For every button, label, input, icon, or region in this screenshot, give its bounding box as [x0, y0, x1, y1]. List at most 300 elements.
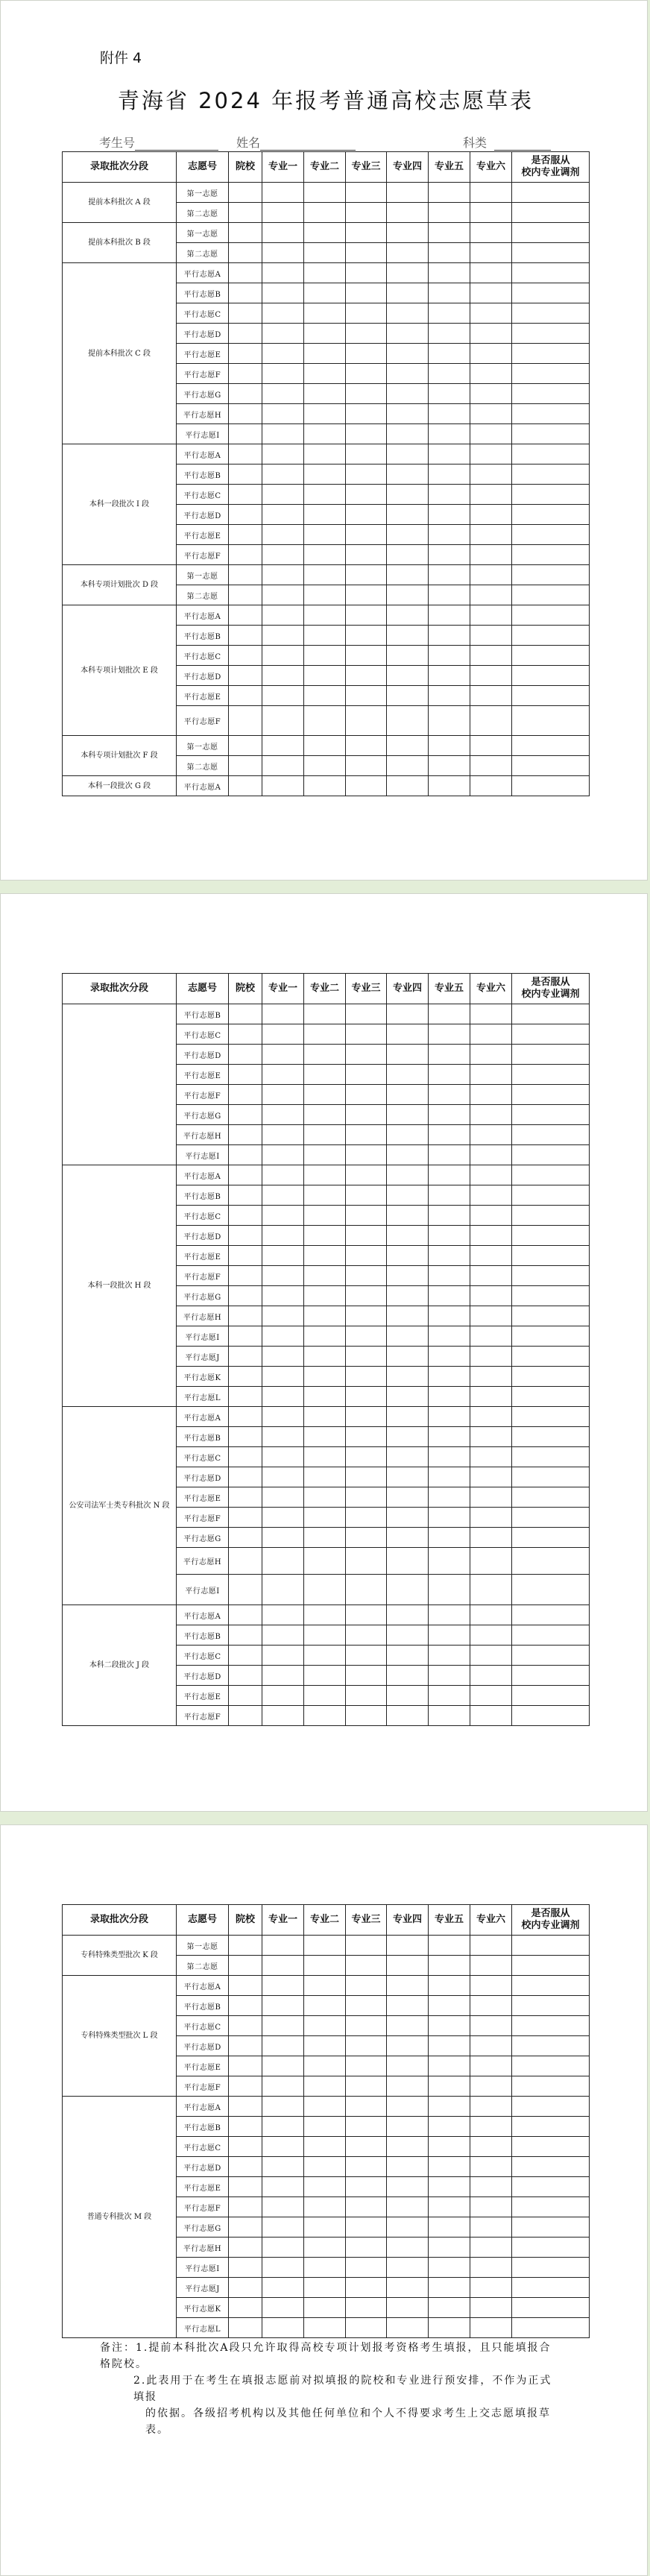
major-cell[interactable]	[429, 2036, 470, 2056]
major-cell[interactable]	[346, 1528, 387, 1548]
major-cell[interactable]	[262, 2238, 304, 2258]
major-cell[interactable]	[346, 1145, 387, 1165]
major-cell[interactable]	[262, 1185, 304, 1206]
major-cell[interactable]	[346, 2318, 387, 2338]
major-cell[interactable]	[304, 2197, 346, 2217]
adjustment-cell[interactable]	[512, 2036, 590, 2056]
major-cell[interactable]	[346, 465, 387, 485]
adjustment-cell[interactable]	[512, 1206, 590, 1226]
exam-number-field[interactable]	[99, 133, 218, 151]
major-cell[interactable]	[262, 1548, 304, 1575]
adjustment-cell[interactable]	[512, 1605, 590, 1625]
major-cell[interactable]	[346, 1976, 387, 1996]
adjustment-cell[interactable]	[512, 1666, 590, 1686]
major-cell[interactable]	[262, 776, 304, 796]
major-cell[interactable]	[387, 384, 429, 404]
school-cell[interactable]	[229, 2238, 262, 2258]
major-cell[interactable]	[346, 344, 387, 364]
major-cell[interactable]	[387, 736, 429, 756]
major-cell[interactable]	[346, 1004, 387, 1024]
major-cell[interactable]	[304, 1575, 346, 1605]
major-cell[interactable]	[262, 1956, 304, 1976]
major-cell[interactable]	[429, 1646, 470, 1666]
major-cell[interactable]	[262, 605, 304, 626]
school-cell[interactable]	[229, 1605, 262, 1625]
major-cell[interactable]	[262, 203, 304, 223]
major-cell[interactable]	[346, 1706, 387, 1726]
adjustment-cell[interactable]	[512, 1347, 590, 1367]
adjustment-cell[interactable]	[512, 424, 590, 444]
major-cell[interactable]	[346, 324, 387, 344]
major-cell[interactable]	[429, 756, 470, 776]
major-cell[interactable]	[304, 2238, 346, 2258]
major-cell[interactable]	[262, 1266, 304, 1286]
major-cell[interactable]	[304, 1508, 346, 1528]
major-cell[interactable]	[304, 1548, 346, 1575]
major-cell[interactable]	[470, 525, 512, 545]
major-cell[interactable]	[262, 1326, 304, 1347]
major-cell[interactable]	[262, 2278, 304, 2298]
major-cell[interactable]	[429, 1487, 470, 1508]
major-cell[interactable]	[429, 1004, 470, 1024]
major-cell[interactable]	[387, 565, 429, 585]
major-cell[interactable]	[346, 666, 387, 686]
major-cell[interactable]	[387, 776, 429, 796]
major-cell[interactable]	[387, 1387, 429, 1407]
major-cell[interactable]	[387, 223, 429, 243]
adjustment-cell[interactable]	[512, 1976, 590, 1996]
major-cell[interactable]	[346, 2056, 387, 2076]
major-cell[interactable]	[429, 1065, 470, 1085]
major-cell[interactable]	[304, 424, 346, 444]
major-cell[interactable]	[262, 1347, 304, 1367]
major-cell[interactable]	[429, 1976, 470, 1996]
major-cell[interactable]	[262, 585, 304, 605]
major-cell[interactable]	[304, 756, 346, 776]
major-cell[interactable]	[470, 1996, 512, 2016]
major-cell[interactable]	[262, 706, 304, 736]
adjustment-cell[interactable]	[512, 243, 590, 263]
major-cell[interactable]	[304, 2258, 346, 2278]
major-cell[interactable]	[346, 1427, 387, 1447]
adjustment-cell[interactable]	[512, 1286, 590, 1306]
major-cell[interactable]	[304, 1326, 346, 1347]
major-cell[interactable]	[387, 1105, 429, 1125]
major-cell[interactable]	[346, 776, 387, 796]
major-cell[interactable]	[429, 2117, 470, 2137]
major-cell[interactable]	[429, 1625, 470, 1646]
school-cell[interactable]	[229, 505, 262, 525]
major-cell[interactable]	[304, 263, 346, 283]
major-cell[interactable]	[429, 1605, 470, 1625]
major-cell[interactable]	[470, 1427, 512, 1447]
major-cell[interactable]	[346, 2076, 387, 2097]
major-cell[interactable]	[262, 1447, 304, 1467]
major-cell[interactable]	[387, 444, 429, 465]
major-cell[interactable]	[346, 1407, 387, 1427]
major-cell[interactable]	[470, 1226, 512, 1246]
major-cell[interactable]	[470, 1487, 512, 1508]
major-cell[interactable]	[429, 2197, 470, 2217]
major-cell[interactable]	[346, 545, 387, 565]
adjustment-cell[interactable]	[512, 1145, 590, 1165]
major-cell[interactable]	[262, 565, 304, 585]
major-cell[interactable]	[470, 2157, 512, 2177]
major-cell[interactable]	[346, 686, 387, 706]
major-cell[interactable]	[304, 1646, 346, 1666]
major-cell[interactable]	[470, 1266, 512, 1286]
major-cell[interactable]	[304, 1246, 346, 1266]
major-cell[interactable]	[304, 183, 346, 203]
school-cell[interactable]	[229, 485, 262, 505]
major-cell[interactable]	[387, 1085, 429, 1105]
adjustment-cell[interactable]	[512, 1065, 590, 1085]
school-cell[interactable]	[229, 1125, 262, 1145]
major-cell[interactable]	[387, 1206, 429, 1226]
major-cell[interactable]	[387, 505, 429, 525]
major-cell[interactable]	[262, 1646, 304, 1666]
major-cell[interactable]	[304, 1105, 346, 1125]
major-cell[interactable]	[429, 1266, 470, 1286]
major-cell[interactable]	[346, 1666, 387, 1686]
major-cell[interactable]	[304, 1956, 346, 1976]
major-cell[interactable]	[429, 1528, 470, 1548]
adjustment-cell[interactable]	[512, 1246, 590, 1266]
school-cell[interactable]	[229, 585, 262, 605]
major-cell[interactable]	[346, 1347, 387, 1367]
major-cell[interactable]	[346, 2197, 387, 2217]
major-cell[interactable]	[262, 1467, 304, 1487]
major-cell[interactable]	[304, 1976, 346, 1996]
school-cell[interactable]	[229, 626, 262, 646]
major-cell[interactable]	[346, 706, 387, 736]
major-cell[interactable]	[262, 1625, 304, 1646]
major-cell[interactable]	[346, 1125, 387, 1145]
major-cell[interactable]	[346, 565, 387, 585]
adjustment-cell[interactable]	[512, 1387, 590, 1407]
major-cell[interactable]	[387, 404, 429, 424]
major-cell[interactable]	[470, 465, 512, 485]
major-cell[interactable]	[304, 2097, 346, 2117]
school-cell[interactable]	[229, 1528, 262, 1548]
major-cell[interactable]	[387, 1996, 429, 2016]
major-cell[interactable]	[262, 2137, 304, 2157]
major-cell[interactable]	[304, 1125, 346, 1145]
major-cell[interactable]	[470, 2076, 512, 2097]
adjustment-cell[interactable]	[512, 585, 590, 605]
major-cell[interactable]	[470, 183, 512, 203]
major-cell[interactable]	[304, 1004, 346, 1024]
major-cell[interactable]	[262, 324, 304, 344]
adjustment-cell[interactable]	[512, 525, 590, 545]
major-cell[interactable]	[429, 1467, 470, 1487]
school-cell[interactable]	[229, 525, 262, 545]
major-cell[interactable]	[304, 1165, 346, 1185]
adjustment-cell[interactable]	[512, 1085, 590, 1105]
major-cell[interactable]	[304, 505, 346, 525]
major-cell[interactable]	[304, 243, 346, 263]
major-cell[interactable]	[470, 1956, 512, 1976]
major-cell[interactable]	[429, 2217, 470, 2238]
major-cell[interactable]	[387, 183, 429, 203]
major-cell[interactable]	[346, 2137, 387, 2157]
school-cell[interactable]	[229, 324, 262, 344]
major-cell[interactable]	[470, 1185, 512, 1206]
school-cell[interactable]	[229, 2157, 262, 2177]
major-cell[interactable]	[429, 1165, 470, 1185]
major-cell[interactable]	[304, 686, 346, 706]
major-cell[interactable]	[304, 1185, 346, 1206]
school-cell[interactable]	[229, 736, 262, 756]
major-cell[interactable]	[470, 1976, 512, 1996]
major-cell[interactable]	[429, 263, 470, 283]
major-cell[interactable]	[262, 283, 304, 303]
school-cell[interactable]	[229, 1266, 262, 1286]
school-cell[interactable]	[229, 1286, 262, 1306]
adjustment-cell[interactable]	[512, 1625, 590, 1646]
major-cell[interactable]	[304, 1024, 346, 1045]
major-cell[interactable]	[470, 2217, 512, 2238]
school-cell[interactable]	[229, 2117, 262, 2137]
major-cell[interactable]	[304, 2137, 346, 2157]
school-cell[interactable]	[229, 2036, 262, 2056]
adjustment-cell[interactable]	[512, 344, 590, 364]
major-cell[interactable]	[262, 505, 304, 525]
major-cell[interactable]	[346, 303, 387, 324]
major-cell[interactable]	[387, 1528, 429, 1548]
major-cell[interactable]	[387, 1145, 429, 1165]
adjustment-cell[interactable]	[512, 1467, 590, 1487]
school-cell[interactable]	[229, 1487, 262, 1508]
major-cell[interactable]	[346, 756, 387, 776]
major-cell[interactable]	[429, 585, 470, 605]
major-cell[interactable]	[304, 1045, 346, 1065]
adjustment-cell[interactable]	[512, 1004, 590, 1024]
school-cell[interactable]	[229, 1045, 262, 1065]
major-cell[interactable]	[387, 1367, 429, 1387]
major-cell[interactable]	[470, 605, 512, 626]
major-cell[interactable]	[262, 1996, 304, 2016]
major-cell[interactable]	[346, 736, 387, 756]
major-cell[interactable]	[470, 1045, 512, 1065]
major-cell[interactable]	[346, 1447, 387, 1467]
major-cell[interactable]	[429, 2258, 470, 2278]
major-cell[interactable]	[346, 646, 387, 666]
major-cell[interactable]	[387, 303, 429, 324]
major-cell[interactable]	[346, 1045, 387, 1065]
major-cell[interactable]	[262, 384, 304, 404]
adjustment-cell[interactable]	[512, 485, 590, 505]
major-cell[interactable]	[262, 1024, 304, 1045]
major-cell[interactable]	[346, 1105, 387, 1125]
major-cell[interactable]	[429, 1105, 470, 1125]
major-cell[interactable]	[470, 1706, 512, 1726]
major-cell[interactable]	[262, 2016, 304, 2036]
major-cell[interactable]	[304, 1286, 346, 1306]
major-cell[interactable]	[470, 2016, 512, 2036]
major-cell[interactable]	[262, 1407, 304, 1427]
major-cell[interactable]	[470, 1085, 512, 1105]
major-cell[interactable]	[387, 605, 429, 626]
major-cell[interactable]	[470, 1936, 512, 1956]
major-cell[interactable]	[387, 666, 429, 686]
major-cell[interactable]	[387, 1447, 429, 1467]
major-cell[interactable]	[429, 1936, 470, 1956]
major-cell[interactable]	[387, 2177, 429, 2197]
school-cell[interactable]	[229, 1347, 262, 1367]
major-cell[interactable]	[429, 1956, 470, 1976]
school-cell[interactable]	[229, 706, 262, 736]
school-cell[interactable]	[229, 1105, 262, 1125]
adjustment-cell[interactable]	[512, 1548, 590, 1575]
major-cell[interactable]	[346, 1548, 387, 1575]
school-cell[interactable]	[229, 605, 262, 626]
adjustment-cell[interactable]	[512, 324, 590, 344]
major-cell[interactable]	[346, 1266, 387, 1286]
major-cell[interactable]	[429, 424, 470, 444]
major-cell[interactable]	[470, 1467, 512, 1487]
adjustment-cell[interactable]	[512, 1447, 590, 1467]
major-cell[interactable]	[262, 364, 304, 384]
major-cell[interactable]	[304, 364, 346, 384]
major-cell[interactable]	[304, 1487, 346, 1508]
major-cell[interactable]	[304, 1367, 346, 1387]
major-cell[interactable]	[470, 424, 512, 444]
school-cell[interactable]	[229, 223, 262, 243]
major-cell[interactable]	[429, 2097, 470, 2117]
major-cell[interactable]	[387, 465, 429, 485]
major-cell[interactable]	[470, 1145, 512, 1165]
major-cell[interactable]	[262, 1085, 304, 1105]
major-cell[interactable]	[262, 666, 304, 686]
school-cell[interactable]	[229, 2217, 262, 2238]
major-cell[interactable]	[304, 1427, 346, 1447]
major-cell[interactable]	[262, 2197, 304, 2217]
adjustment-cell[interactable]	[512, 1686, 590, 1706]
major-cell[interactable]	[470, 585, 512, 605]
school-cell[interactable]	[229, 686, 262, 706]
major-cell[interactable]	[429, 1387, 470, 1407]
major-cell[interactable]	[346, 1024, 387, 1045]
school-cell[interactable]	[229, 2016, 262, 2036]
major-cell[interactable]	[262, 1306, 304, 1326]
major-cell[interactable]	[346, 2278, 387, 2298]
major-cell[interactable]	[470, 545, 512, 565]
major-cell[interactable]	[429, 2076, 470, 2097]
major-cell[interactable]	[429, 1548, 470, 1575]
major-cell[interactable]	[304, 2036, 346, 2056]
major-cell[interactable]	[387, 1185, 429, 1206]
major-cell[interactable]	[470, 384, 512, 404]
major-cell[interactable]	[346, 263, 387, 283]
major-cell[interactable]	[429, 344, 470, 364]
major-cell[interactable]	[346, 243, 387, 263]
major-cell[interactable]	[304, 736, 346, 756]
major-cell[interactable]	[304, 1528, 346, 1548]
major-cell[interactable]	[470, 1686, 512, 1706]
major-cell[interactable]	[346, 2157, 387, 2177]
school-cell[interactable]	[229, 1936, 262, 1956]
major-cell[interactable]	[304, 344, 346, 364]
major-cell[interactable]	[262, 2076, 304, 2097]
school-cell[interactable]	[229, 1226, 262, 1246]
adjustment-cell[interactable]	[512, 1266, 590, 1286]
major-cell[interactable]	[387, 324, 429, 344]
major-cell[interactable]	[262, 626, 304, 646]
major-cell[interactable]	[429, 2318, 470, 2338]
major-cell[interactable]	[470, 2097, 512, 2117]
school-cell[interactable]	[229, 1185, 262, 1206]
school-cell[interactable]	[229, 1646, 262, 1666]
major-cell[interactable]	[470, 1024, 512, 1045]
major-cell[interactable]	[470, 1065, 512, 1085]
major-cell[interactable]	[470, 1105, 512, 1125]
major-cell[interactable]	[470, 666, 512, 686]
adjustment-cell[interactable]	[512, 364, 590, 384]
major-cell[interactable]	[429, 1996, 470, 2016]
major-cell[interactable]	[387, 1575, 429, 1605]
major-cell[interactable]	[387, 1427, 429, 1447]
major-cell[interactable]	[346, 1387, 387, 1407]
adjustment-cell[interactable]	[512, 183, 590, 203]
major-cell[interactable]	[470, 1206, 512, 1226]
school-cell[interactable]	[229, 1206, 262, 1226]
major-cell[interactable]	[470, 1125, 512, 1145]
major-cell[interactable]	[304, 1145, 346, 1165]
adjustment-cell[interactable]	[512, 1326, 590, 1347]
major-cell[interactable]	[429, 1286, 470, 1306]
major-cell[interactable]	[304, 2278, 346, 2298]
major-cell[interactable]	[304, 666, 346, 686]
adjustment-cell[interactable]	[512, 545, 590, 565]
school-cell[interactable]	[229, 1548, 262, 1575]
major-cell[interactable]	[470, 1528, 512, 1548]
major-cell[interactable]	[304, 1996, 346, 2016]
major-cell[interactable]	[262, 1165, 304, 1185]
major-cell[interactable]	[470, 2278, 512, 2298]
adjustment-cell[interactable]	[512, 756, 590, 776]
major-cell[interactable]	[346, 2036, 387, 2056]
adjustment-cell[interactable]	[512, 1646, 590, 1666]
adjustment-cell[interactable]	[512, 2217, 590, 2238]
major-cell[interactable]	[387, 2238, 429, 2258]
school-cell[interactable]	[229, 1508, 262, 1528]
school-cell[interactable]	[229, 1706, 262, 1726]
major-cell[interactable]	[304, 1686, 346, 1706]
major-cell[interactable]	[470, 2318, 512, 2338]
major-cell[interactable]	[387, 1625, 429, 1646]
major-cell[interactable]	[304, 2117, 346, 2137]
major-cell[interactable]	[262, 1367, 304, 1387]
major-cell[interactable]	[470, 2197, 512, 2217]
school-cell[interactable]	[229, 1165, 262, 1185]
major-cell[interactable]	[304, 1065, 346, 1085]
major-cell[interactable]	[470, 2117, 512, 2137]
major-cell[interactable]	[429, 1427, 470, 1447]
major-cell[interactable]	[429, 203, 470, 223]
major-cell[interactable]	[387, 283, 429, 303]
major-cell[interactable]	[470, 444, 512, 465]
adjustment-cell[interactable]	[512, 2298, 590, 2318]
major-cell[interactable]	[262, 525, 304, 545]
major-cell[interactable]	[470, 776, 512, 796]
major-cell[interactable]	[262, 223, 304, 243]
major-cell[interactable]	[470, 1605, 512, 1625]
major-cell[interactable]	[387, 2056, 429, 2076]
major-cell[interactable]	[346, 1936, 387, 1956]
major-cell[interactable]	[346, 1575, 387, 1605]
major-cell[interactable]	[346, 1467, 387, 1487]
